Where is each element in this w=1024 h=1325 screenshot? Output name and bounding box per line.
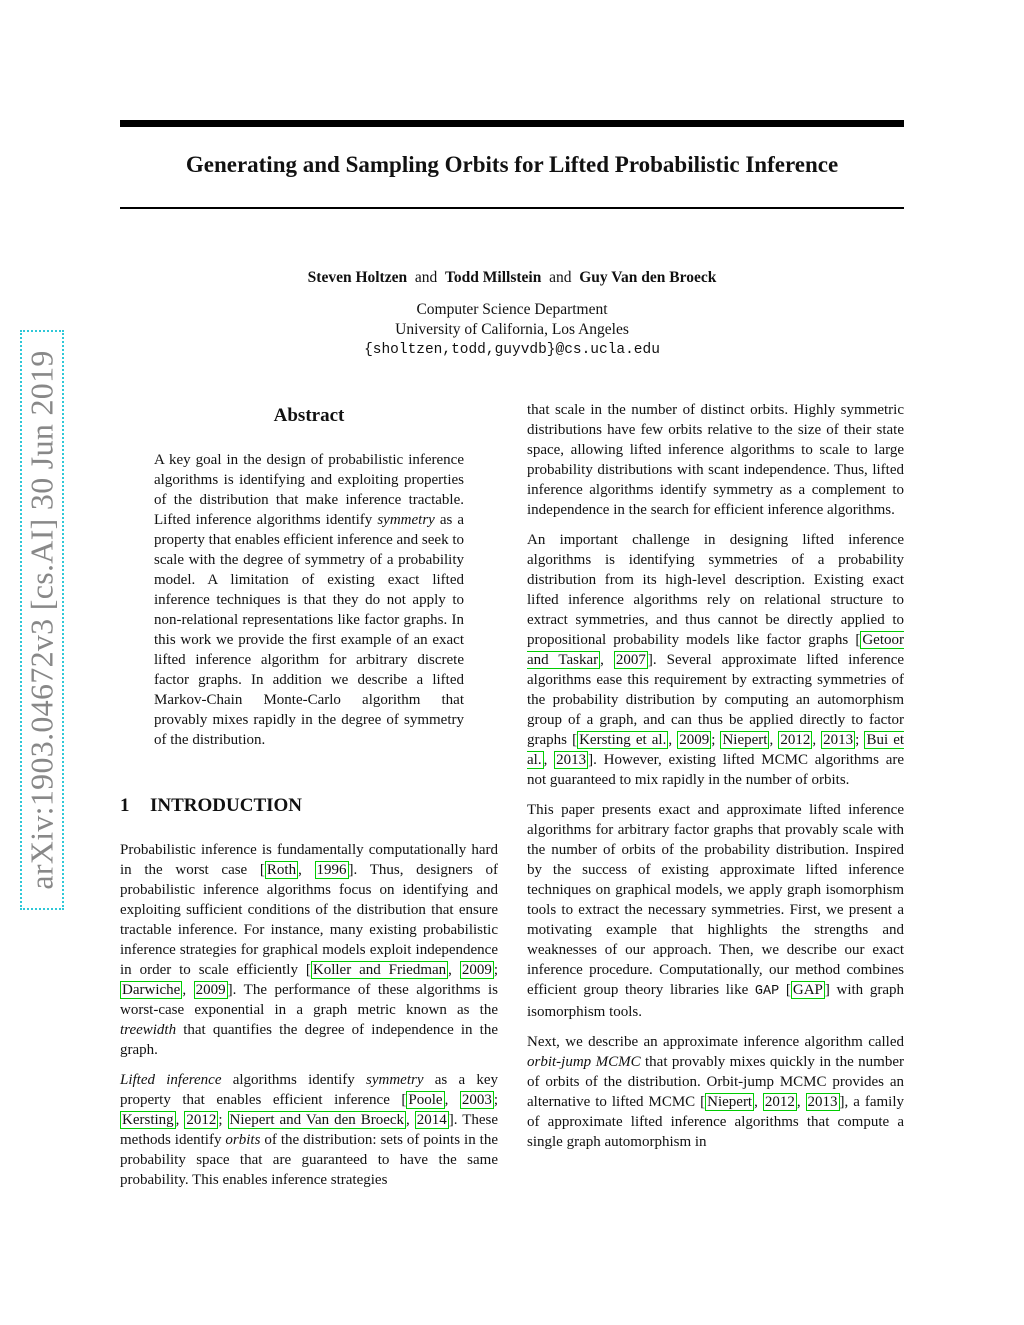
title-rule-top [120,120,904,127]
citation-link[interactable]: Poole [408,1092,443,1108]
citation-link[interactable]: Darwiche [122,982,181,998]
author-line [120,267,904,289]
affiliation-block [120,300,904,360]
title-rule-bottom [120,207,904,209]
intro-paragraph-3: that scale in the number of distinct orbits. Highly symmetric distributions have few orbits relative to the size of their state space, allowing lifted inference algorithms to scale to large probability distributions with scant independence. Thus, lifted inference algorithms identify symmetry as a complement to independence in the search for efficient inference algorithms. [527,402,904,518]
citation-link[interactable]: 2012 [764,1094,795,1110]
citation-link[interactable]: Getoor and Taskar [527,632,904,668]
citation-link[interactable]: 2009 [461,962,492,978]
abstract-text: A key goal in the design of probabilistic inference algorithms is identifying and exploiting properties of the distribution that make inference tractable. Lifted inference algorithms identify symmetry as a property that enables efficient inference and seek to scale with the degree of symmetry of a probability model. A limitation of existing exact lifted inference techniques is that they do not apply to non-relational representations like factor graphs. In this work we provide the first example of an exact lifted inference algorithm for arbitrary discrete factor graphs. In addition we describe a lifted Markov-Chain Monte-Carlo algorithm that provably mixes rapidly in the degree of symmetry of the distribution. [154,452,464,748]
citation-link[interactable]: Niepert [722,732,768,748]
affiliation-email[interactable]: {sholtzen,todd,guyvdb}@cs.ucla.edu [364,342,660,358]
gap-library-name: GAP [754,984,780,999]
citation-link[interactable]: GAP [792,982,823,998]
arxiv-stamp-box[interactable] [20,330,64,910]
arxiv-stamp[interactable]: arXiv:1903.04672v3 [cs.AI] 30 Jun 2019 [23,350,60,890]
author-millstein: Todd Millstein [445,269,542,286]
intro-paragraph-4: An important challenge in designing lifted inference algorithms is identifying symmetries of a probability distribution from its high-level description. Existing exact lifted inference algorithms rely on relational structure to extract symmetries, and thus cannot be directly applied to propositional probability models like factor graphs [ Getoor and Taskar , 2007 ]. Several approximate lifted inference algorithms ease this requirement by extracting symmetries of the probability distribution by computing an automorphism group of a graph, and can thus be applied directly to factor graphs [ Kersting et al. , 2009 ; Niepert , 2012 , 2013 ; Bui et al. , 2013 ]. However, existing lifted MCMC algorithms are not guaranteed to mix rapidly in the number of orbits. [527,532,905,788]
citation-link[interactable]: 2009 [195,982,226,998]
right-column [527,400,904,1162]
citation-link[interactable]: Bui et al. [527,732,905,768]
abstract-heading: Abstract [273,405,345,426]
citation-link[interactable]: 2003 [461,1092,492,1108]
paper-title: Generating and Sampling Orbits for Lifted Probabilistic Inference [185,152,839,177]
intro-paragraph-6: Next, we describe an approximate inference algorithm called orbit-jump MCMC that provably mixes quickly in the number of orbits of the distribution. Orbit-jump MCMC provides an alternative to lifted MCMC [ Niepert , 2012 , 2013 ], a family of approximate lifted inference algorithms that compute a single graph automorphism in [527,1034,905,1150]
intro-paragraph-5: This paper presents exact and approximate lifted inference algorithms for arbitrary factor graphs that provably scale with the number of orbits of the probability distribution. Inspired by the success of existing approximate lifted inference techniques on graphical models, we apply graph isomorphism tools to extract the necessary symmetries. First, we present a motivating example that highlights the strengths and weaknesses of our approach. Then, we describe our exact inference procedure. Computationally, our method combines efficient group theory libraries like GAP [ GAP ] with graph isomorphism tools. [527,802,904,1020]
citation-link[interactable]: 2013 [823,732,854,748]
citation-link[interactable]: 2014 [416,1112,447,1128]
abstract-emphasis: symmetry [377,512,435,528]
citation-link[interactable]: 1996 [316,862,347,878]
section-title: INTRODUCTION [150,795,303,816]
section-heading-introduction [120,794,498,818]
citation-link[interactable]: 2012 [186,1112,217,1128]
citation-link[interactable]: 2009 [679,732,710,748]
intro-paragraph-2: Lifted inference algorithms identify symmetry as a key property that enables efficient inference [ Poole , 2003 ; Kersting , 2012 ; Niepert and Van den Broeck , 2014 ]. These methods identify orbits of the distribution: sets of points in the probability space that are guaranteed to have the same probability. This enables inference strategies [120,1072,499,1188]
citation-link[interactable]: Koller and Friedman [312,962,447,978]
author-holtzen: Steven Holtzen [307,269,408,286]
author-van-den-broeck: Guy Van den Broeck [579,269,717,286]
citation-link[interactable]: Roth [266,862,297,878]
citation-link[interactable]: Niepert and Van den Broeck [229,1112,405,1128]
citation-link[interactable]: 2013 [807,1094,838,1110]
author-conjunction: and [549,269,572,286]
left-column [120,400,498,1200]
affiliation-dept: Computer Science Department [416,301,608,318]
author-conjunction: and [414,269,438,286]
citation-link[interactable]: Niepert [707,1094,753,1110]
section-number: 1 [120,795,130,816]
citation-link[interactable]: 2007 [615,652,646,668]
citation-link[interactable]: 2013 [556,752,587,768]
citation-link[interactable]: 2012 [780,732,811,748]
citation-link[interactable]: Kersting et al. [579,732,667,748]
citation-link[interactable]: Kersting [122,1112,174,1128]
affiliation-university: University of California, Los Angeles [395,321,629,338]
intro-paragraph-1: Probabilistic inference is fundamentally computationally hard in the worst case [ Roth , 1996 ]. Thus, designers of probabilistic inference algorithms focus on identifying and exploiting sufficient conditions of the distribution that ensure tractable inference. For instance, many existing probabilistic inference strategies for graphical models exploit independence in order to scale efficiently [ Koller and Friedman , 2009 ; Darwiche , 2009 ]. The performance of these algorithms is worst-case exponential in a graph metric known as the treewidth that quantifies the degree of independence in the graph. [120,842,499,1058]
